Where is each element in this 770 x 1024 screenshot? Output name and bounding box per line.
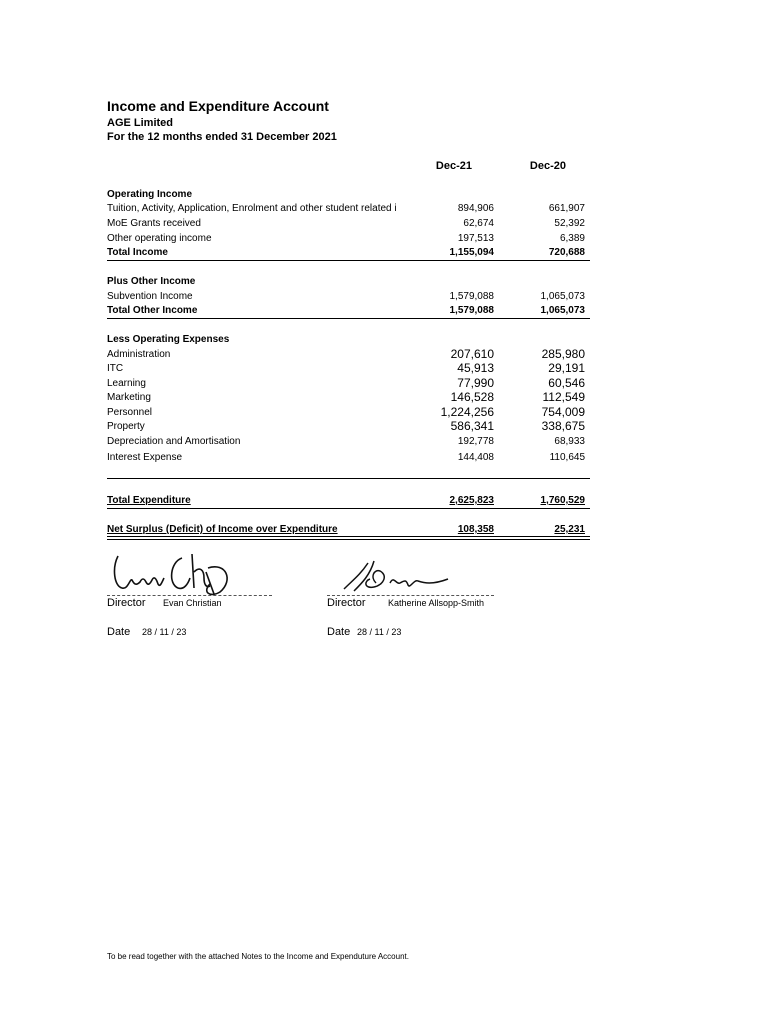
director-name: Katherine Allsopp-Smith — [388, 598, 485, 608]
total-expenditure-label: Total Expenditure — [107, 495, 191, 506]
page-title: Income and Expenditure Account — [107, 98, 329, 114]
row-value-dec20: 110,645 — [549, 452, 585, 463]
row-value-dec20: 338,675 — [541, 419, 585, 433]
section-heading-operating-income: Operating Income — [107, 189, 193, 200]
row-value-dec21: 77,990 — [457, 376, 494, 390]
row-value-dec20: 1,065,073 — [540, 291, 585, 302]
signature-line — [107, 595, 272, 596]
net-surplus-dec21: 108,358 — [457, 524, 494, 535]
row-label: Marketing — [107, 392, 151, 403]
row-label: ITC — [107, 363, 124, 374]
double-divider — [107, 536, 590, 540]
row-label: Subvention Income — [107, 291, 193, 302]
row-value-dec20: 112,549 — [542, 390, 585, 404]
total-expenditure-dec20: 1,760,529 — [540, 495, 585, 506]
date-label: Date — [327, 626, 351, 638]
row-label: Property — [107, 421, 145, 432]
row-value-dec20: 60,546 — [548, 376, 585, 390]
section-heading-operating-expenses: Less Operating Expenses — [107, 334, 230, 345]
total-other-income-label: Total Other Income — [107, 305, 198, 316]
signature-date: 28 / 11 / 23 — [142, 627, 187, 637]
section-heading-other-income: Plus Other Income — [107, 276, 196, 287]
row-value-dec21: 144,408 — [457, 452, 494, 463]
column-header-dec20: Dec-20 — [529, 160, 566, 172]
row-value-dec21: 1,224,256 — [440, 405, 494, 419]
total-income-label: Total Income — [107, 247, 168, 258]
row-value-dec20: 754,009 — [541, 405, 585, 419]
row-value-dec20: 285,980 — [541, 347, 585, 361]
total-other-income-dec20: 1,065,073 — [540, 305, 585, 316]
net-surplus-dec20: 25,231 — [554, 524, 585, 535]
row-value-dec20: 661,907 — [548, 203, 585, 214]
period-line: For the 12 months ended 31 December 2021 — [107, 131, 337, 143]
row-label: Administration — [107, 349, 171, 360]
footer-note: To be read together with the attached Notes to the Income and Expenduture Account. — [107, 952, 409, 961]
row-value-dec21: 586,341 — [450, 419, 494, 433]
row-label: Interest Expense — [107, 452, 183, 463]
row-label: Personnel — [107, 407, 153, 418]
row-value-dec20: 68,933 — [554, 436, 585, 447]
total-income-dec20: 720,688 — [548, 247, 585, 258]
director-name: Evan Christian — [163, 598, 222, 608]
divider — [107, 508, 590, 509]
signature-line — [327, 595, 494, 596]
signature-katherine-allsopp-smith — [340, 555, 455, 595]
row-label: Depreciation and Amortisation — [107, 436, 241, 447]
column-header-dec21: Dec-21 — [435, 160, 472, 172]
row-value-dec21: 192,778 — [457, 436, 494, 447]
signature-date: 28 / 11 / 23 — [357, 627, 402, 637]
director-role-label: Director — [107, 597, 146, 609]
row-value-dec21: 894,906 — [457, 203, 494, 214]
signature-evan-christian — [110, 548, 240, 598]
director-role-label: Director — [327, 597, 366, 609]
row-value-dec21: 45,913 — [457, 361, 494, 375]
divider — [107, 318, 590, 319]
row-value-dec20: 6,389 — [559, 233, 585, 244]
row-value-dec21: 62,674 — [463, 218, 494, 229]
row-label: MoE Grants received — [107, 218, 201, 229]
row-label: Learning — [107, 378, 146, 389]
total-income-dec21: 1,155,094 — [449, 247, 494, 258]
date-label: Date — [107, 626, 131, 638]
row-label: Tuition, Activity, Application, Enrolment and other student related i — [107, 203, 397, 214]
row-label: Other operating income — [107, 233, 212, 244]
divider — [107, 478, 590, 479]
row-value-dec21: 1,579,088 — [449, 291, 494, 302]
total-expenditure-dec21: 2,625,823 — [449, 495, 494, 506]
company-name: AGE Limited — [107, 117, 174, 129]
row-value-dec21: 207,610 — [450, 347, 494, 361]
divider — [107, 260, 590, 261]
row-value-dec21: 146,528 — [450, 390, 494, 404]
net-surplus-label: Net Surplus (Deficit) of Income over Expenditure — [107, 524, 338, 535]
row-value-dec20: 52,392 — [554, 218, 585, 229]
row-value-dec20: 29,191 — [548, 361, 585, 375]
row-value-dec21: 197,513 — [457, 233, 494, 244]
total-other-income-dec21: 1,579,088 — [449, 305, 494, 316]
